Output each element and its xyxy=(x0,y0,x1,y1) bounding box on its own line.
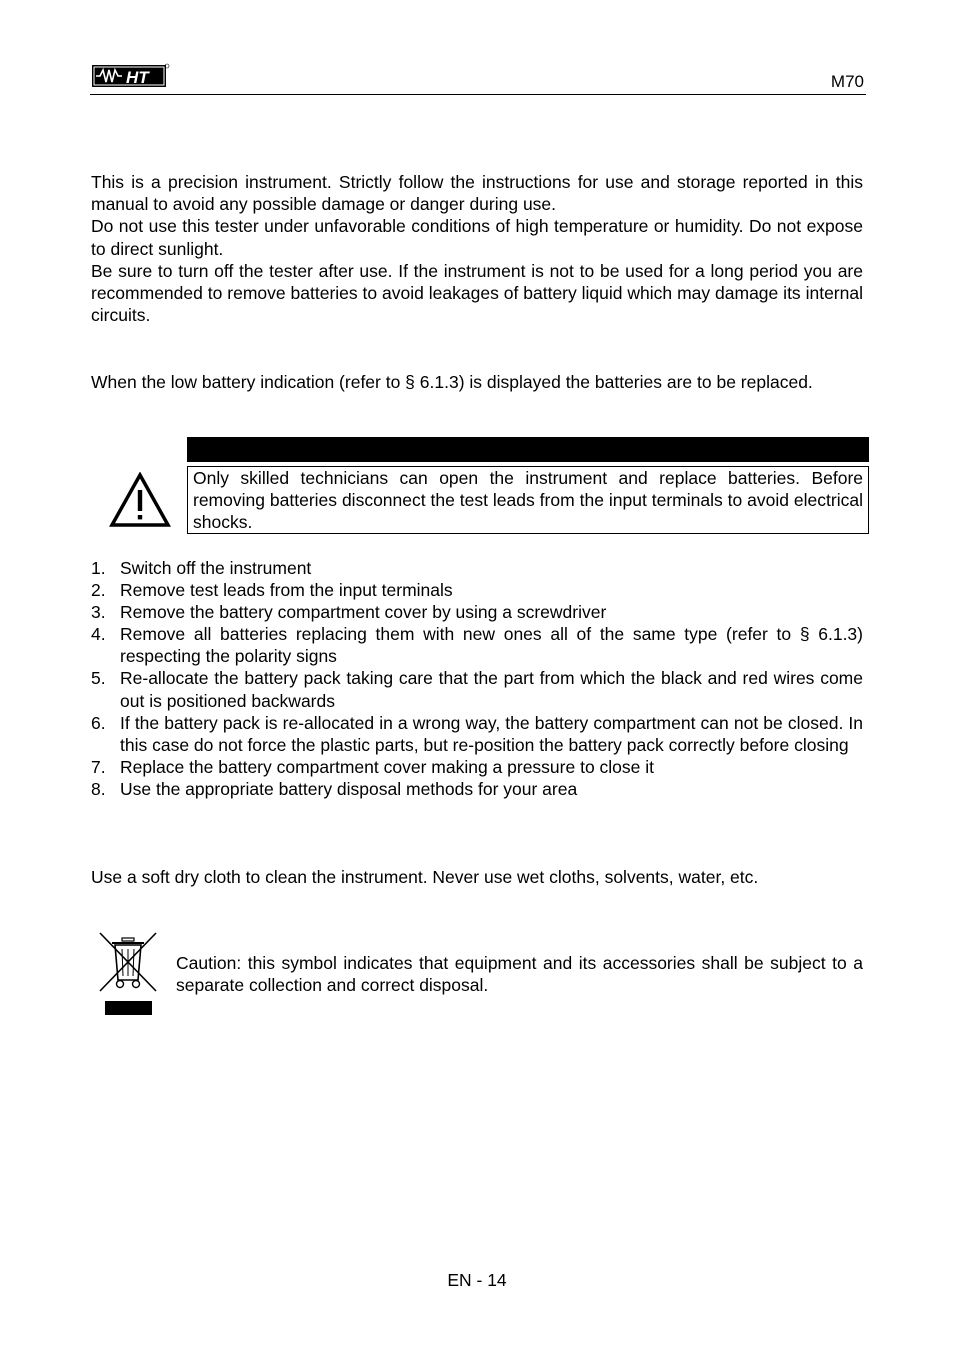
step-number: 1. xyxy=(91,558,106,578)
step-number: 8. xyxy=(91,778,106,799)
list-item xyxy=(91,579,863,601)
care-paragraph: Do not use this tester under unfavorable conditions of high temperature or humidity. Do not expose to direct sunlight. xyxy=(91,216,863,259)
step-number: 4. xyxy=(91,624,106,645)
step-text: Remove the battery compartment cover by using a screwdriver xyxy=(120,602,607,623)
model-name: M70 xyxy=(830,72,864,91)
step-text: Replace the battery compartment cover making a pressure to close it xyxy=(120,756,654,777)
step-text: Remove test leads from the input terminals xyxy=(120,580,453,601)
list-item xyxy=(91,601,863,623)
page-number: EN - 14 xyxy=(447,1270,507,1290)
list-item xyxy=(91,712,863,756)
list-item xyxy=(91,667,863,711)
step-number: 5. xyxy=(91,668,106,689)
step-text: Remove all batteries replacing them with new ones all of the same type (refer to § 6.1.3) respecting the polarity signs xyxy=(120,624,863,667)
step-number: 2. xyxy=(91,580,106,601)
step-text: Use the appropriate battery disposal methods for your area xyxy=(120,778,578,799)
battery-intro: When the low battery indication (refer to § 6.1.3) is displayed the batteries are to be replaced. xyxy=(91,372,813,392)
crossed-bin-icon xyxy=(98,931,158,1017)
step-text: Re-allocate the battery pack taking care that the part from which the black and red wires come out is positioned backwards xyxy=(120,668,863,711)
care-paragraph: This is a precision instrument. Strictly follow the instructions for use and storage reported in this manual to avoid any possible damage or danger during use. xyxy=(91,172,863,215)
care-paragraph: Be sure to turn off the tester after use. If the instrument is not to be used for a long period you are recommended to remove batteries to avoid leakages of battery liquid which may damage its internal circuits. xyxy=(91,260,863,326)
logo-text: HT xyxy=(126,68,149,87)
warning-triangle-icon xyxy=(109,472,171,528)
warning-text: Only skilled technicians can open the instrument and replace batteries. Before removing batteries disconnect the test leads from the input terminals to avoid electrical shocks. xyxy=(193,468,863,533)
step-text: If the battery pack is re-allocated in a wrong way, the battery compartment can not be closed. In this case do not force the plastic parts, but re-position the battery pack correctly before closing xyxy=(120,712,863,755)
disposal-text: Caution: this symbol indicates that equipment and its accessories shall be subject to a separate collection and correct disposal. xyxy=(176,953,863,996)
warning-header-bar xyxy=(187,437,869,462)
list-item xyxy=(91,778,863,800)
list-item xyxy=(91,623,863,667)
cleaning-text: Use a soft dry cloth to clean the instrument. Never use wet cloths, solvents, water, etc. xyxy=(91,867,759,887)
step-number: 7. xyxy=(91,756,106,777)
battery-steps-list xyxy=(91,557,863,800)
list-item xyxy=(91,557,863,579)
step-number: 6. xyxy=(91,712,106,733)
list-item xyxy=(91,756,863,778)
step-number: 3. xyxy=(91,602,106,623)
header-rule xyxy=(90,94,866,95)
step-text: Switch off the instrument xyxy=(120,558,312,578)
ht-logo xyxy=(90,62,170,90)
care-section xyxy=(91,171,863,326)
